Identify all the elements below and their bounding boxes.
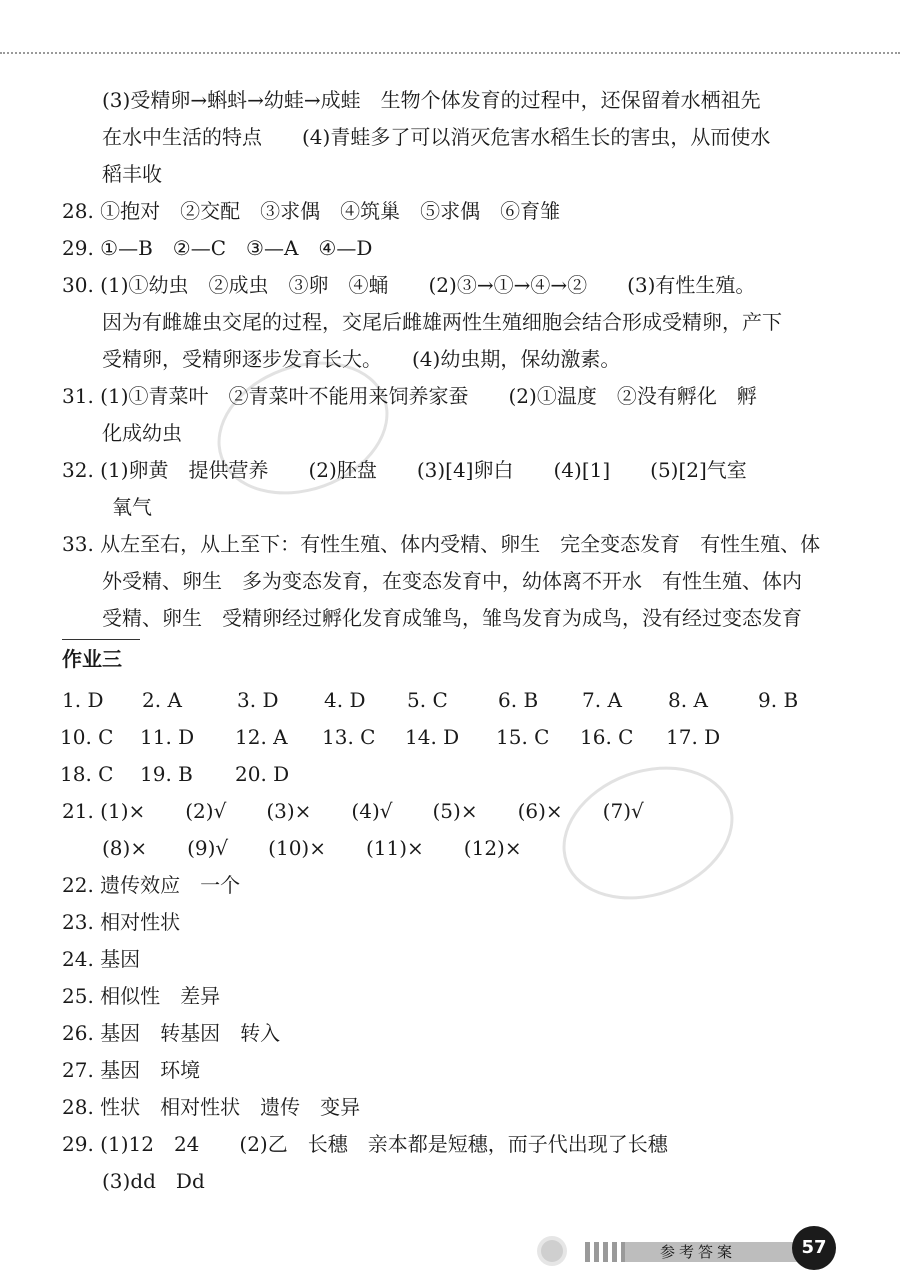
answer-line: 稻丰收 [102,162,162,186]
answer-line: 28. ①抱对 ②交配 ③求偶 ④筑巢 ⑤求偶 ⑥育雏 [62,199,561,223]
answer-line: 氧气 [112,495,152,519]
choice-answer: 20. D [235,762,290,786]
answer-line: 30. (1)①幼虫 ②成虫 ③卵 ④蛹 (2)③→①→④→② (3)有性生殖。 [62,273,756,297]
choice-answer: 1. D [62,688,104,712]
sun-icon [541,1240,563,1262]
choice-answers [62,682,842,793]
homework-three-answers [62,793,842,1200]
choice-answer: 16. C [580,725,634,749]
choice-answer: 17. D [666,725,721,749]
choice-row [62,682,842,719]
choice-row [62,756,842,793]
answer-content [62,82,842,1200]
answer-line: 32. (1)卵黄 提供营养 (2)胚盘 (3)[4]卵白 (4)[1] (5)[2]气室 [62,458,747,482]
choice-answer: 19. B [140,762,193,786]
choice-answer: 12. A [235,725,288,749]
answer-line: 29. ①—B ②—C ③—A ④—D [62,236,373,260]
choice-answer: 8. A [668,688,708,712]
choice-answer: 9. B [758,688,799,712]
answer-line: (3)dd Dd [102,1169,205,1193]
choice-answer: 10. C [60,725,114,749]
answer-line: 受精卵，受精卵逐步发育长大。 (4)幼虫期，保幼激素。 [102,347,621,371]
top-dotted-rule [0,52,900,54]
choice-answer: 2. A [142,688,182,712]
choice-answer: 3. D [237,688,279,712]
answer-line: (3)受精卵→蝌蚪→幼蛙→成蛙 生物个体发育的过程中，还保留着水栖祖先 [102,88,761,112]
choice-answer: 15. C [496,725,550,749]
answer-line: 外受精、卵生 多为变态发育，在变态发育中，幼体离不开水 有性生殖、体内 [102,569,802,593]
answer-line: 25. 相似性 差异 [62,984,221,1008]
answer-line: 22. 遗传效应 一个 [62,873,241,897]
answer-line: 24. 基因 [62,947,141,971]
choice-answer: 13. C [322,725,376,749]
answer-line: (8)× (9)√ (10)× (11)× (12)× [102,836,522,860]
answer-line: 31. (1)①青菜叶 ②青菜叶不能用来饲养家蚕 (2)①温度 ②没有孵化 孵 [62,384,757,408]
answer-line: 27. 基因 环境 [62,1058,201,1082]
page-number: 57 [792,1226,836,1270]
answer-line: 21. (1)× (2)√ (3)× (4)√ (5)× (6)× (7)√ [62,799,644,823]
answer-line: 29. (1)12 24 (2)乙 长穗 亲本都是短穗，而子代出现了长穗 [62,1132,668,1156]
homework-two-answers [62,82,842,637]
answer-line: 28. 性状 相对性状 遗传 变异 [62,1095,361,1119]
footer-label: 参考答案 [660,1243,737,1261]
choice-answer: 11. D [140,725,195,749]
page-footer [525,1238,825,1264]
choice-answer: 14. D [405,725,460,749]
answer-line: 33. 从左至右，从上至下：有性生殖、体内受精、卵生 完全变态发育 有性生殖、体 [62,532,821,556]
section-title: 作业三 [62,639,140,674]
choice-answer: 7. A [582,688,622,712]
choice-row [62,719,842,756]
choice-answer: 4. D [324,688,366,712]
answer-line: 在水中生活的特点 (4)青蛙多了可以消灭危害水稻生长的害虫，从而使水 [102,125,771,149]
choice-answer: 5. C [407,688,448,712]
answer-line: 26. 基因 转基因 转入 [62,1021,281,1045]
answer-line: 23. 相对性状 [62,910,181,934]
choice-answer: 6. B [498,688,539,712]
footer-stripes [585,1242,625,1262]
answer-line: 因为有雌雄虫交尾的过程，交尾后雌雄两性生殖细胞会结合形成受精卵，产下 [102,310,782,334]
answer-line: 化成幼虫 [102,421,182,445]
answer-line: 受精、卵生 受精卵经过孵化发育成雏鸟，雏鸟发育为成鸟，没有经过变态发育 [102,606,802,630]
choice-answer: 18. C [60,762,114,786]
